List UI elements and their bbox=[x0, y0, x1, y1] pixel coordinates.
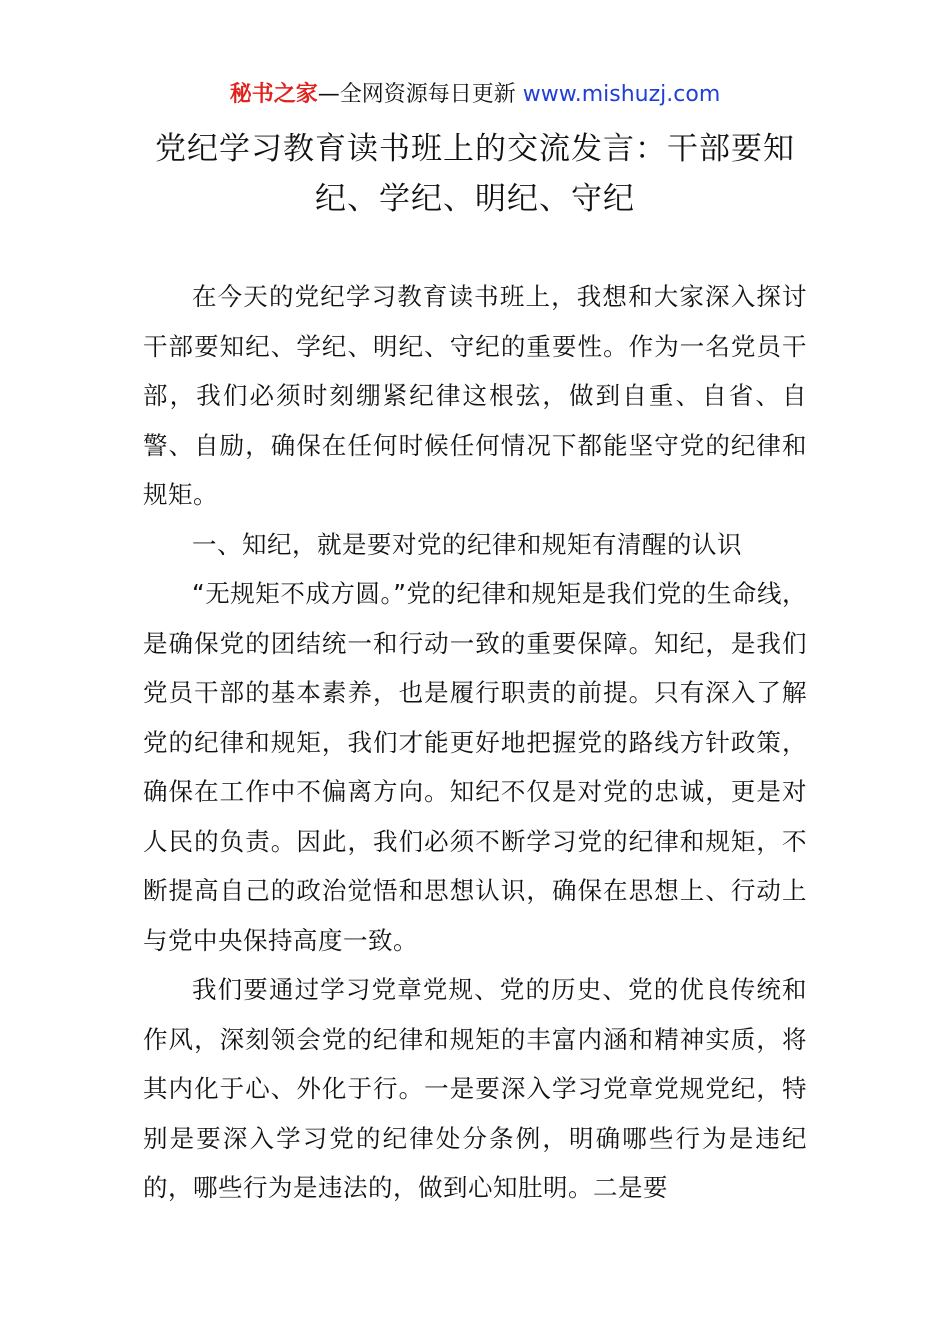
site-tagline: —全网资源每日更新 bbox=[317, 82, 516, 107]
site-url-link[interactable]: www.mishuzj.com bbox=[522, 82, 721, 107]
intro-paragraph: 在今天的党纪学习教育读书班上，我想和大家深入探讨干部要知纪、学纪、明纪、守纪的重要性。作为一名党员干部，我们必须时刻绷紧纪律这根弦，做到自重、自省、自警、自励，确保在任何时候任何情况下都能坚守党的纪律和规矩。 bbox=[143, 282, 807, 509]
document-body bbox=[143, 272, 807, 1213]
body-paragraph: 我们要通过学习党章党规、党的历史、党的优良传统和作风，深刻领会党的纪律和规矩的丰富内涵和精神实质，将其内化于心、外化于行。一是要深入学习党章党规党纪，特别是要深入学习党的纪律处分条例，明确哪些行为是违纪的，哪些行为是违法的，做到心知肚明。二是要 bbox=[143, 975, 807, 1202]
section-heading-1: 一、知纪，就是要对党的纪律和规矩有清醒的认识 bbox=[192, 529, 742, 559]
site-header bbox=[0, 78, 950, 112]
site-brand: 秘书之家 bbox=[229, 82, 318, 107]
document-title: 党纪学习教育读书班上的交流发言：干部要知纪、学纪、明纪、守纪 bbox=[155, 131, 795, 217]
body-paragraph: “无规矩不成方圆。”党的纪律和规矩是我们党的生命线，是确保党的团结统一和行动一致的重要保障。知纪，是我们党员干部的基本素养，也是履行职责的前提。只有深入了解党的纪律和规矩，我们才能更好地把握党的路线方针政策，确保在工作中不偏离方向。知纪不仅是对党的忠诚，更是对人民的负责。因此，我们必须不断学习党的纪律和规矩，不断提高自己的政治觉悟和思想认识，确保在思想上、行动上与党中央保持高度一致。 bbox=[143, 579, 807, 955]
